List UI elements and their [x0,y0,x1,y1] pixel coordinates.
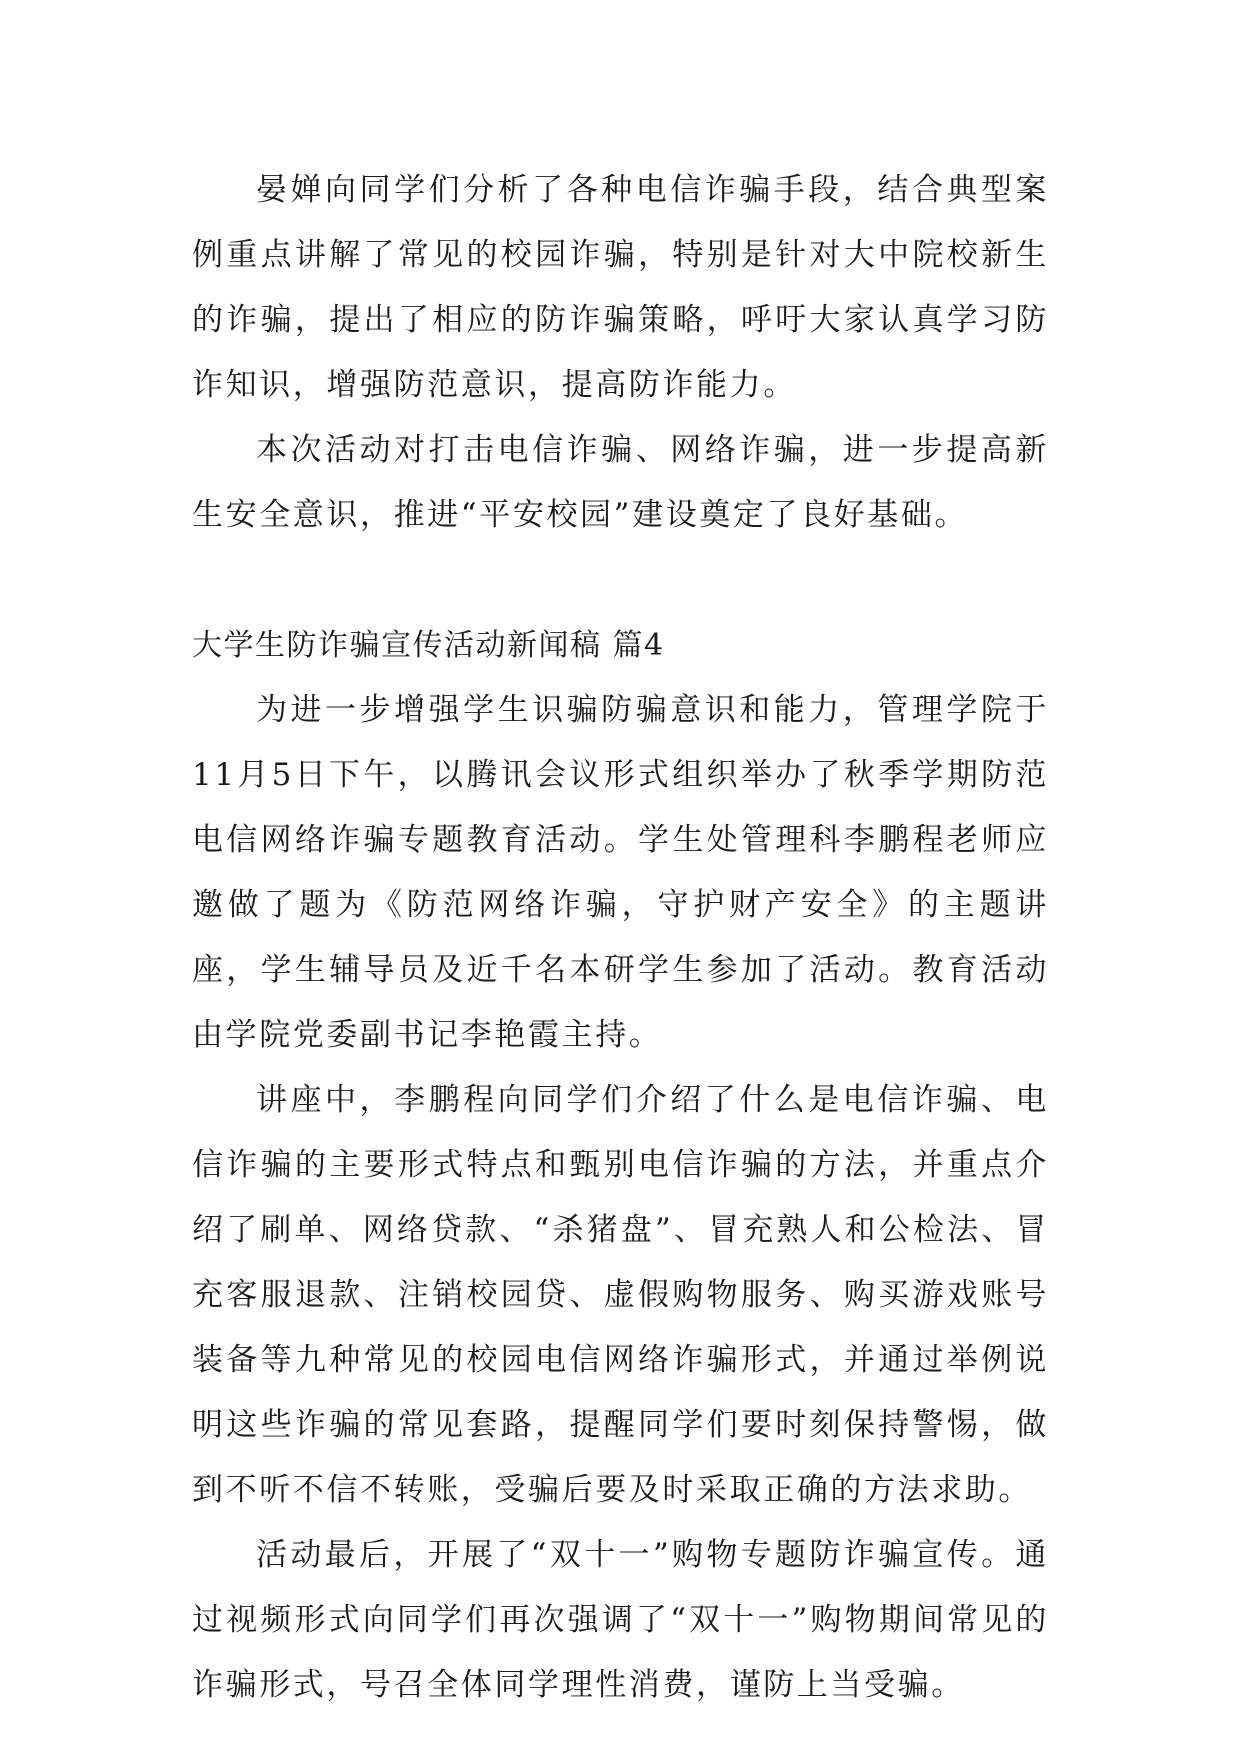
paragraph-analysis: 晏婵向同学们分析了各种电信诈骗手段，结合典型案例重点讲解了常见的校园诈骗，特别是针对大中院校新生的诈骗，提出了相应的防诈骗策略，呼吁大家认真学习防诈知识，增强防范意识，提高防诈能力。 [192,172,1049,403]
paragraph-closing: 活动最后，开展了“双十一”购物专题防诈骗宣传。通过视频形式向同学们再次强调了“双十一”购物期间常见的诈骗形式，号召全体同学理性消费，谨防上当受骗。 [192,1537,1049,1703]
section-heading: 大学生防诈骗宣传活动新闻稿 篇4 [192,628,665,663]
paragraph-activity-summary: 本次活动对打击电信诈骗、网络诈骗，进一步提高新生安全意识，推进“平安校园”建设奠定了良好基础。 [192,432,1049,533]
document-body [192,158,1049,1718]
section-spacer [192,548,1049,613]
paragraph-lecture: 讲座中，李鹏程向同学们介绍了什么是电信诈骗、电信诈骗的主要形式特点和甄别电信诈骗的方法，并重点介绍了刷单、网络贷款、“杀猪盘”、冒充熟人和公检法、冒充客服退款、注销校园贷、虚假购物服务、购买游戏账号装备等九种常见的校园电信网络诈骗形式，并通过举例说明这些诈骗的常见套路，提醒同学们要时刻保持警惕，做到不听不信不转账，受骗后要及时采取正确的方法求助。 [192,1082,1049,1508]
paragraph-intro: 为进一步增强学生识骗防骗意识和能力，管理学院于11月5日下午，以腾讯会议形式组织举办了秋季学期防范电信网络诈骗专题教育活动。学生处管理科李鹏程老师应邀做了题为《防范网络诈骗，守护财产安全》的主题讲座，学生辅导员及近千名本研学生参加了活动。教育活动由学院党委副书记李艳霞主持。 [192,692,1049,1053]
